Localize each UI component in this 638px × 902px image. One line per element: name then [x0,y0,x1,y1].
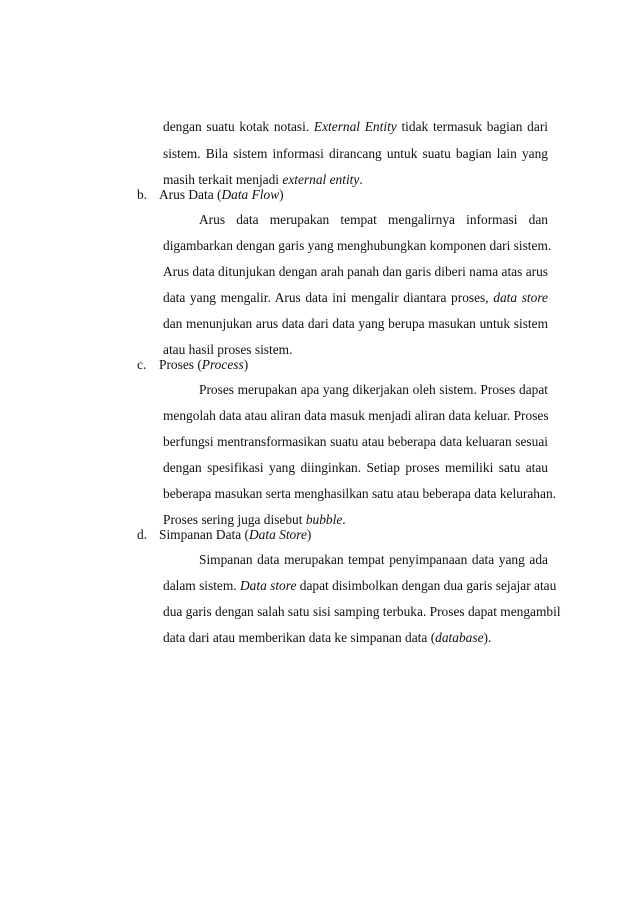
text-run: masih terkait menjadi [163,172,283,187]
section-c-line-3: berfungsi mentransformasikan suatu atau beberapa data keluaran sesuai [163,434,548,449]
text-run: ). [483,630,492,645]
section-c-heading [137,356,248,374]
intro-line-2: sistem. Bila sistem informasi dirancang untuk suatu bagian lain yang [163,146,548,161]
emphasis-term: External Entity [313,119,397,134]
section-b-line-1: Arus data merupakan tempat mengalirnya informasi dan [199,212,548,227]
emphasis-term: external entity [282,172,360,187]
section-d-line-1: Simpanan data merupakan tempat penyimpanaan data yang ada [199,552,548,567]
emphasis-term: Data Flow [221,187,280,202]
emphasis-term: Data store [239,578,297,593]
text-run: data yang mengalir. Arus data ini mengalir diantara proses, [163,290,494,305]
emphasis-term: bubble [305,512,343,527]
text-run: Arus Data ( [159,187,222,202]
list-marker: b. [137,187,148,202]
emphasis-term: Process [201,357,244,372]
text-run: ) [279,187,284,202]
emphasis-term: data store [493,290,548,305]
emphasis-term: database [435,630,484,645]
text-run: ) [243,357,249,372]
section-d-line-3: dua garis dengan salah satu sisi samping terbuka. Proses dapat mengambil [163,604,561,619]
text-run: Proses ( [159,357,202,372]
section-b-line-3: Arus data ditunjukan dengan arah panah dan garis diberi nama atas arus [163,264,548,279]
text-run: dapat disimbolkan dengan dua garis sejajar atau [296,578,557,593]
section-b-line-6: atau hasil proses sistem. [163,342,293,357]
section-b-line-2: digambarkan dengan garis yang menghubungkan komponen dari sistem. [163,238,552,253]
text-run: Proses sering juga disebut [163,512,306,527]
section-b-line-4 [163,289,548,307]
section-d-heading [137,526,311,544]
text-run: ) [306,527,312,542]
section-b-line-5: dan menunjukan arus data dari data yang berupa masukan untuk sistem [163,316,548,331]
text-run: data dari atau memberikan data ke simpanan data ( [163,630,436,645]
text-run: Simpanan Data ( [159,527,249,542]
text-run: . [342,512,346,527]
list-marker: d. [137,527,148,542]
intro-line-1 [163,118,548,136]
list-marker: c. [137,357,147,372]
section-c-line-1: Proses merupakan apa yang dikerjakan oleh sistem. Proses dapat [199,382,548,397]
section-c-line-4: dengan spesifikasi yang diinginkan. Setiap proses memiliki satu atau [163,460,548,475]
emphasis-term: Data Store [249,527,307,542]
section-d-line-2 [163,577,557,595]
section-c-line-5: beberapa masukan serta menghasilkan satu atau beberapa data kelurahan. [163,486,556,501]
section-b-heading [137,186,284,204]
text-run: tidak termasuk bagian dari [396,119,548,134]
text-run: dengan suatu kotak notasi. [163,119,314,134]
section-d-line-4 [163,629,548,647]
text-run: . [359,172,363,187]
section-c-line-2: mengolah data atau aliran data masuk menjadi aliran data keluar. Proses [163,408,549,423]
text-run: dalam sistem. [163,578,240,593]
